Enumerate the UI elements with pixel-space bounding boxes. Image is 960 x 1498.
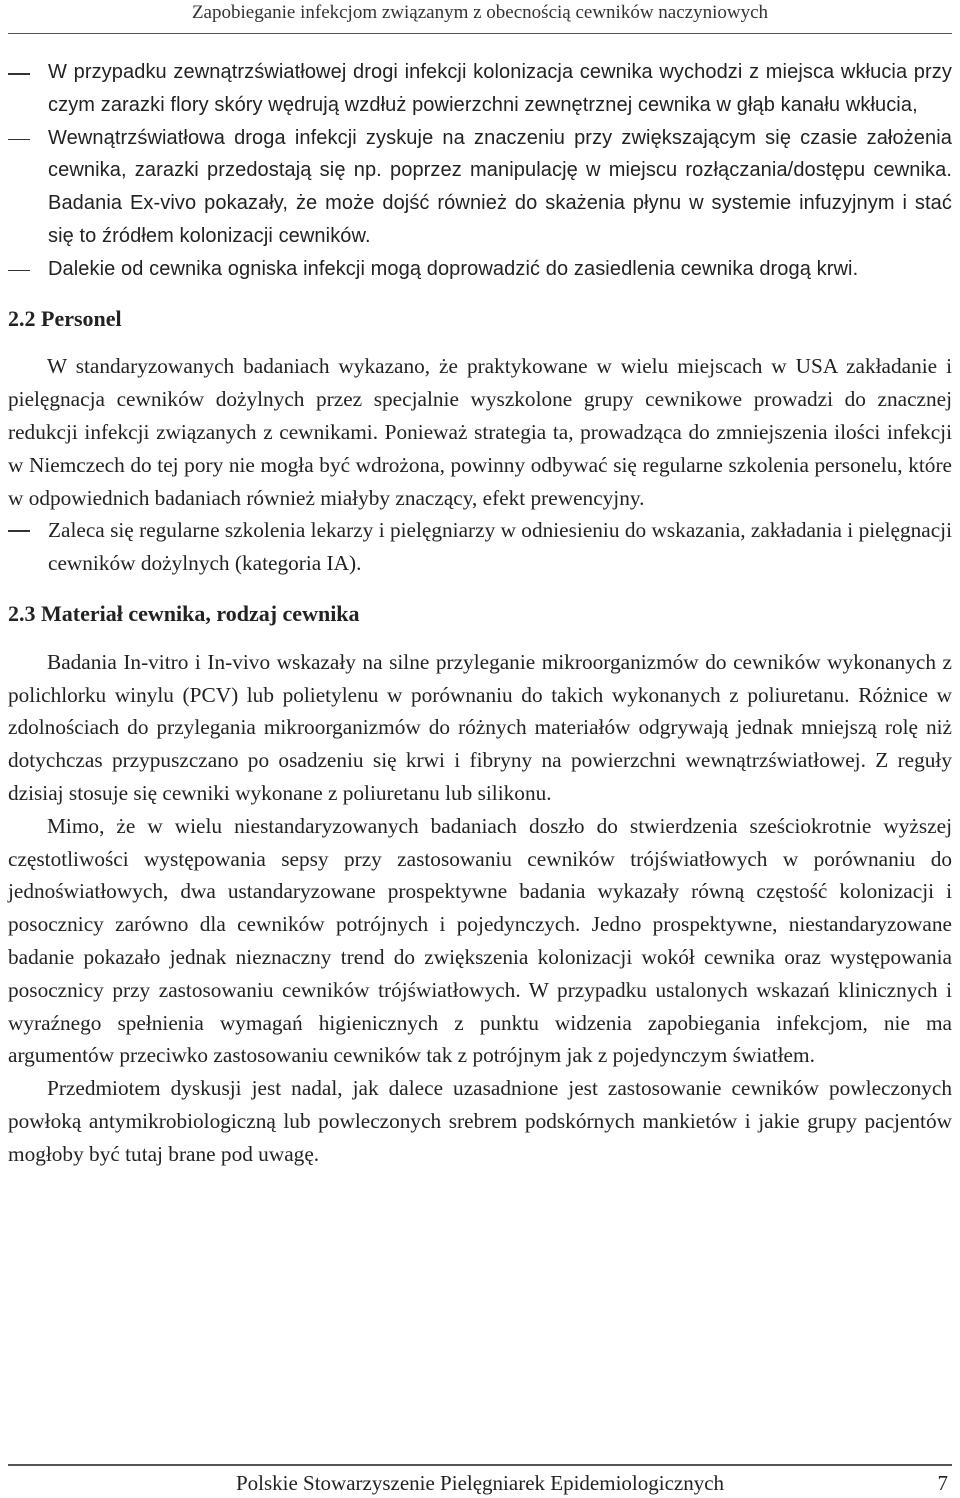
running-header bbox=[8, 0, 952, 34]
paragraph: Mimo, że w wielu niestandaryzowanych badaniach doszło do stwierdzenia sześciokrotnie wyższej częstotliwości występowania sepsy przy zastosowaniu cewników trójświatłowych w porównaniu do jednoświatłowych, dwa ustandaryzowane prospektywne badania wykazały równą częstość kolonizacji i posocznicy zarówno dla cewników potrójnych i pojedynczych. Jedno prospektywne, niestandaryzowane badanie pokazało jednak nieznaczny trend do zwiększenia kolonizacji wokół cewnika oraz występowania posocznicy przy zastosowaniu cewników trójświatłowych. W przypadku ustalonych wskazań klinicznych i wyraźnego spełnienia wymagań higienicznych z punktu widzenia zapobiegania infekcjom, nie ma argumentów przeciwko zastosowaniu cewników tak z potrójnym jak z pojedynczym światłem. bbox=[8, 813, 952, 1068]
footer-divider bbox=[8, 1464, 952, 1466]
page-number: 7 bbox=[937, 1471, 948, 1495]
section-heading-personel: 2.2 Personel bbox=[8, 305, 122, 331]
list-item: W przypadku zewnątrzświatłowej drogi infekcji kolonizacja cewnika wychodzi z miejsca wkłucia przy czym zarazki flory skóry wędrują wzdłuż powierzchni zewnętrznej cewnika w głąb kanału wkłucia, bbox=[8, 56, 952, 122]
paragraph: Badania In-vitro i In-vivo wskazały na silne przyleganie mikroorganizmów do cewników wykonanych z polichlorku winylu (PCV) lub polietylenu w porównaniu do takich wykonanych z poliuretanu. Różnice w zdolnościach do przylegania mikroorganizmów do różnych materiałów odgrywają jednak mniejszą rolę niż dotychczas przypuszczano po osadzeniu się krwi i fibryny na powierzchni wewnątrzświatłowej. Z reguły dzisiaj stosuje się cewniki wykonane z poliuretanu lub silikonu. bbox=[8, 649, 952, 805]
list-item: Dalekie od cewnika ogniska infekcji mogą doprowadzić do zasiedlenia cewnika drogą krwi. bbox=[8, 253, 952, 286]
list-item: Wewnątrzświatłowa droga infekcji zyskuje na znaczeniu przy zwiększającym się czasie założenia cewnika, zarazki przedostają się np. poprzez manipulację w miejscu rozłączania/dostępu cewnika. Badania Ex-vivo pokazały, że może dojść również do skażenia płynu w systemie infuzyjnym i stać się to źródłem kolonizacji cewników. bbox=[8, 122, 952, 253]
paragraph: W standaryzowanych badaniach wykazano, że praktykowane w wielu miejscach w USA zakładanie i pielęgnacja cewników dożylnych przez specjalnie wyszkolone grupy cewnikowe prowadzi do znacznej redukcji infekcji związanych z cewnikami. Ponieważ strategia ta, prowadząca do zmniejszenia ilości infekcji w Niemczech do tej pory nie mogła być wdrożona, powinny odbywać się regularne szkolenia personelu, które w odpowiednich badaniach również miałyby znaczący, efekt prewencyjny. bbox=[8, 354, 952, 510]
list-item: Zaleca się regularne szkolenia lekarzy i pielęgniarzy w odniesieniu do wskazania, zakładania i pielęgnacji cewników dożylnych (kategoria IA). bbox=[8, 514, 952, 580]
header-title: Zapobieganie infekcjom związanym z obecnością cewników naczyniowych bbox=[191, 2, 769, 23]
section-heading-material: 2.3 Materiał cewnika, rodzaj cewnika bbox=[8, 600, 360, 626]
footer-organization: Polskie Stowarzyszenie Pielęgniarek Epidemiologicznych bbox=[235, 1471, 725, 1495]
page-body bbox=[8, 56, 952, 1171]
paragraph: Przedmiotem dyskusji jest nadal, jak dalece uzasadnione jest zastosowanie cewników powleczonych powłoką antymikrobiologiczną lub powleczonych srebrem podskórnych mankietów i jakie grupy pacjentów mogłoby być tutaj brane pod uwagę. bbox=[8, 1076, 952, 1166]
